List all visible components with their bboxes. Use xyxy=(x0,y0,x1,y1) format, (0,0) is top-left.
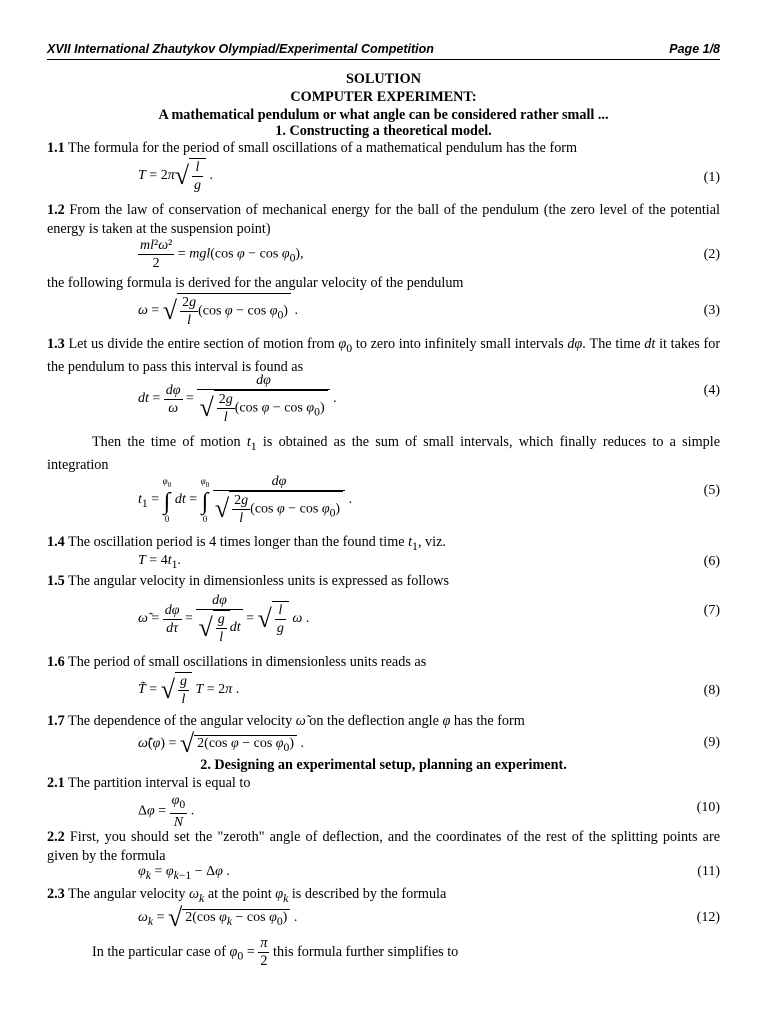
problem-title: A mathematical pendulum or what angle can be considered rather small ... xyxy=(158,107,609,123)
solution-title: SOLUTION xyxy=(346,71,421,87)
paragraph-1-6: 1.6 The period of small oscillations in dimensionless units reads as xyxy=(47,654,427,670)
equation-number: (7) xyxy=(703,603,720,618)
paragraph-2-3b: In the particular case of $\varphi_0$ = $\frac{\pi}{2}$ this formula further simplifies to xyxy=(92,935,459,969)
experiment-title: COMPUTER EXPERIMENT: xyxy=(290,89,477,105)
paragraph-2-2: 2.2 First, you should set the "zeroth" angle of deflection, and the coordinates of the rest of the splitting points are given by the formula xyxy=(47,829,720,864)
paragraph-2-1: 2.1 The partition interval is equal to xyxy=(47,775,251,791)
equation-1: T = 2π√ $\frac{l}{g}$ . xyxy=(138,160,213,193)
equation-10: Δφ = $\frac{\varphi_0}{N}$ . xyxy=(138,793,195,830)
equation-number: (9) xyxy=(703,735,720,750)
paragraph-1-2b: the following formula is derived for the angular velocity of the pendulum xyxy=(47,275,464,291)
equation-number: (1) xyxy=(703,170,720,185)
section-1-heading: 1. Constructing a theoretical model. xyxy=(275,123,492,139)
equation-number: (2) xyxy=(703,247,720,262)
paragraph-2-3: 2.3 The angular velocity $\omega_k$ at the point $\varphi_k$ is described by the formula xyxy=(47,886,447,905)
equation-number: (4) xyxy=(703,383,720,398)
paragraph-1-3b: Then the time of motion $t_1$ is obtained as the sum of small intervals, which finally reduces to a simple integration xyxy=(47,434,720,473)
page-header xyxy=(47,42,720,60)
equation-8: T̃ = √ $\frac{g}{l}$ T = 2π . xyxy=(138,674,240,707)
equation-3: ω = √ $\frac{2g}{l}$ (cos $\varphi - \cos \varphi_0$) . xyxy=(138,295,298,328)
paragraph-1-1: 1.1 The formula for the period of small oscillations of a mathematical pendulum has the form xyxy=(47,140,578,156)
equation-number: (6) xyxy=(703,554,720,569)
paragraph-1-3: 1.3 Let us divide the entire section of motion from $\varphi_0$ to zero into infinitely small intervals dφ. The time dt it takes for the pendulum to pass this interval is found as xyxy=(47,336,721,375)
equation-7: ω̃ = $\frac{d\varphi}{d\tau}$ = dφ √ $\frac{g}{l}$ dt = √ $\frac{l}{g}$ ω . xyxy=(138,593,310,645)
equation-number: (5) xyxy=(703,483,720,498)
equation-2: $\frac{\text{ml²ω²}}{2}$ = mgl(cos $\varphi - \cos \varphi_0$), xyxy=(140,238,304,271)
paragraph-1-4: 1.4 The oscillation period is 4 times longer than the found time $t_1$, viz. xyxy=(47,534,446,553)
equation-4: dt = $\frac{d\varphi}{\omega}$ = dφ √ $\frac{2g}{l}$ (cos $\varphi - \cos \varphi_0$) . xyxy=(138,373,337,425)
paragraph-1-2: 1.2 From the law of conservation of mechanical energy for the ball of the pendulum (the zero level of the potential energy is taken at the suspension point) xyxy=(47,202,720,237)
equation-9: ω̃(φ) = √ 2(cos $\varphi - \cos \varphi_0$) . xyxy=(138,729,305,758)
equation-number: (3) xyxy=(703,303,720,318)
section-2-heading: 2. Designing an experimental setup, planning an experiment. xyxy=(200,757,567,773)
page-number: Page 1/8 xyxy=(669,42,720,56)
header-title: XVII International Zhautykov Olympiad/Experimental Competition xyxy=(47,42,434,56)
equation-number: (12) xyxy=(696,910,720,925)
equation-11: $\varphi_k = \varphi_{k-1} - \Delta\varphi$ . xyxy=(138,864,230,882)
equation-number: (8) xyxy=(703,683,720,698)
paragraph-1-5: 1.5 The angular velocity in dimensionless units is expressed as follows xyxy=(47,573,450,589)
equation-6: $T = 4t_1$. xyxy=(138,553,181,571)
equation-number: (10) xyxy=(696,800,720,815)
equation-number: (11) xyxy=(697,864,720,879)
paragraph-1-7: 1.7 The dependence of the angular velocity ω̃ on the deflection angle φ has the form xyxy=(47,713,525,729)
equation-5: $t_1 = \varphi_0$ ∫ 0 dt = $\varphi_0$ ∫ 0 dφ √ $\frac{2g}{l}$ (cos $\varphi - \cos \varphi_0$) . xyxy=(138,474,353,526)
equation-12: $\omega_k$ = √ 2(cos $\varphi_k - \cos \varphi_0$) . xyxy=(138,903,298,932)
